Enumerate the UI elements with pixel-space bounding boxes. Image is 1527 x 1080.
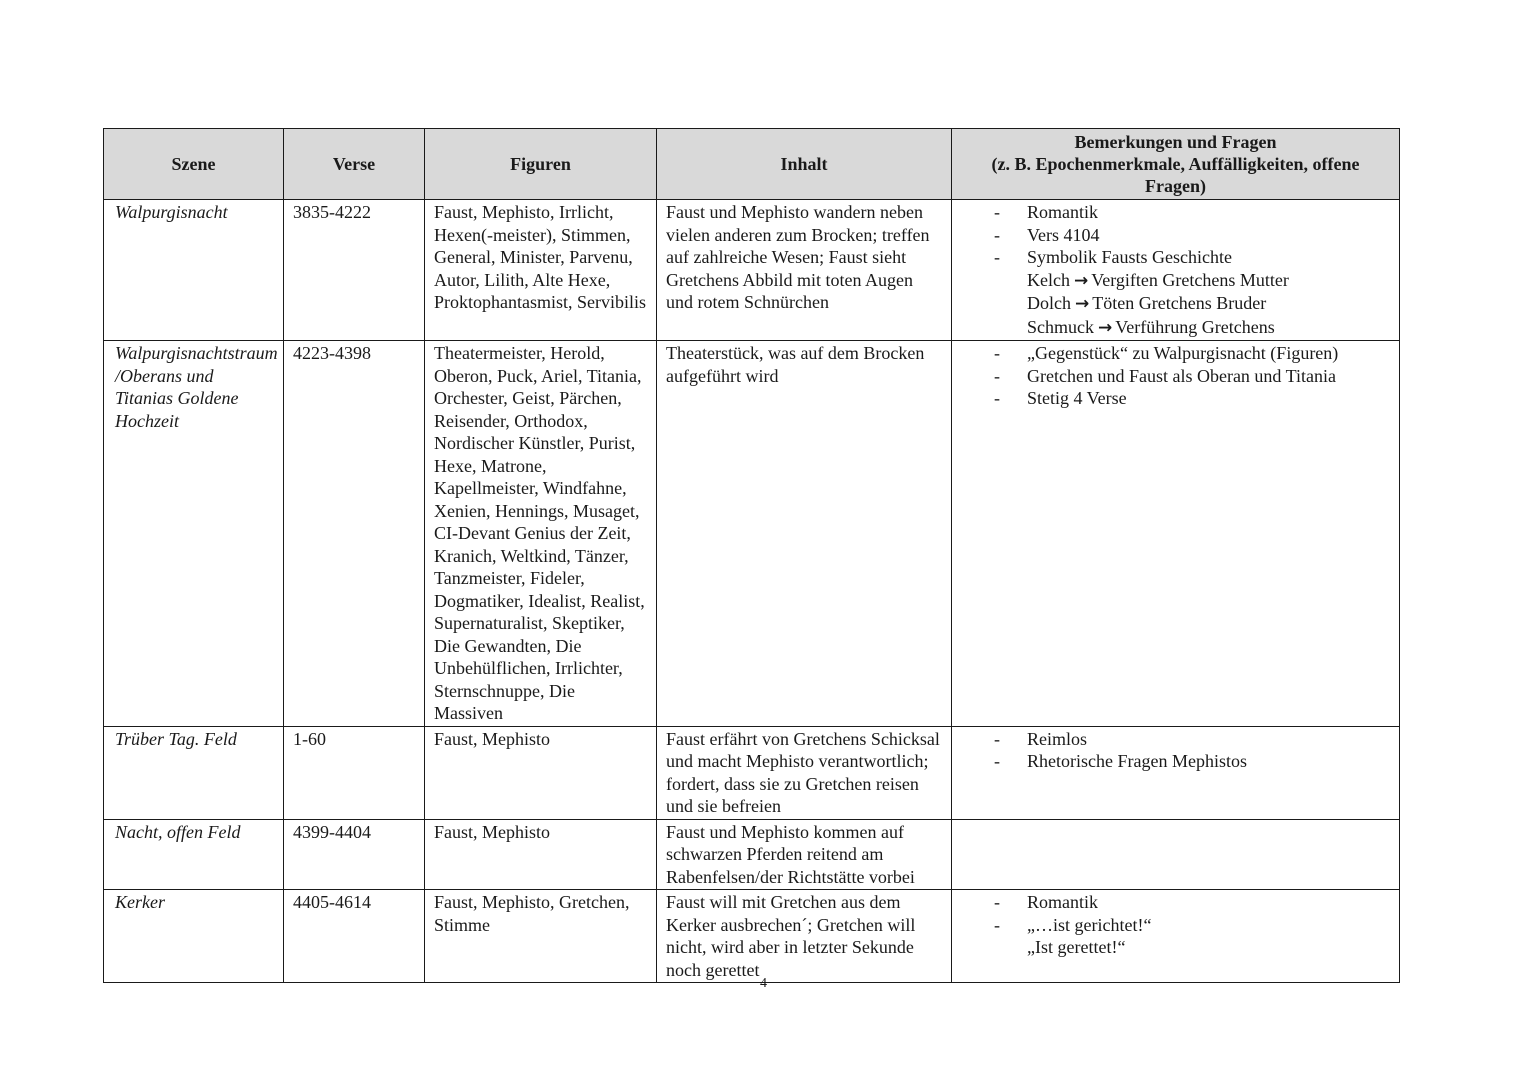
- arrow-right-icon: →: [1073, 270, 1089, 291]
- remark-text: Vers 4104: [1027, 224, 1100, 245]
- remark-text: Romantik: [1027, 892, 1098, 912]
- remark-text: „…ist gerichtet!“: [1027, 914, 1152, 935]
- dash-bullet: -: [994, 914, 1000, 935]
- symbol-meaning: Töten Gretchens Bruder: [1092, 293, 1267, 313]
- remark-text: Gretchen und Faust als Oberan und Titania: [1027, 365, 1336, 386]
- header-szene: Szene: [104, 129, 284, 200]
- cell-verse: 4399-4404: [284, 819, 425, 890]
- cell-figuren: Faust, Mephisto, Irrlicht, Hexen(-meister), Stimmen, General, Minister, Parvenu, Autor, Lilith, Alte Hexe, Proktophantasmist, Servibilis: [425, 200, 657, 341]
- dash-bullet: -: [994, 751, 1000, 771]
- remarks-list: [961, 342, 1390, 410]
- remark-text: Rhetorische Fragen Mephistos: [1027, 751, 1247, 771]
- cell-szene: Trüber Tag. Feld: [104, 726, 284, 819]
- page-number: 4: [760, 976, 767, 991]
- cell-szene: Kerker: [104, 890, 284, 983]
- remark-text: Romantik: [1027, 202, 1098, 222]
- cell-bemerkungen: [952, 726, 1400, 819]
- cell-figuren: Faust, Mephisto: [425, 819, 657, 890]
- list-item: [961, 728, 1390, 751]
- symbol-meaning: Verführung Gretchens: [1115, 316, 1275, 337]
- table-row: [104, 341, 1400, 727]
- header-figuren: Figuren: [425, 129, 657, 200]
- dash-bullet: -: [994, 202, 1000, 222]
- table-row: [104, 200, 1400, 341]
- list-item: [961, 750, 1390, 773]
- symbol-object: Schmuck: [1027, 316, 1094, 337]
- remark-text: Reimlos: [1027, 728, 1088, 749]
- header-bemerkungen-line2: (z. B. Epochenmerkmale, Auffälligkeiten, offene: [991, 154, 1360, 174]
- cell-figuren: Theatermeister, Herold, Oberon, Puck, Ariel, Titania, Orchester, Geist, Pärchen, Reisender, Orthodox, Nordischer Künstler, Purist, Hexe, Matrone, Kapellmeister, Windfahne, Xenien, Hennings, Musaget, CI-Devant Genius der Zeit, Kranich, Weltkind, Tänzer, Tanzmeister, Fideler, Dogmatiker, Idealist, Realist, Supernaturalist, Skeptiker, Die Gewandten, Die Unbehülflichen, Irrlichter, Sternschnuppe, Die Massiven: [425, 341, 657, 727]
- cell-szene: Nacht, offen Feld: [104, 819, 284, 890]
- cell-inhalt: Faust erfährt von Gretchens Schicksal und macht Mephisto verantwortlich; fordert, dass sie zu Gretchen reisen und sie befreien: [657, 726, 952, 819]
- header-bemerkungen-line1: Bemerkungen und Fragen: [1074, 132, 1277, 152]
- dash-bullet: -: [994, 343, 1000, 363]
- cell-figuren: Faust, Mephisto: [425, 726, 657, 819]
- remark-text: Symbolik Fausts Geschichte: [1027, 247, 1232, 267]
- dash-bullet: -: [994, 892, 1000, 912]
- table-row: [104, 819, 1400, 890]
- dash-bullet: -: [994, 224, 1000, 245]
- list-item: [961, 201, 1390, 224]
- list-item: [961, 246, 1390, 269]
- symbol-line: [961, 316, 1390, 340]
- list-item: [961, 387, 1390, 410]
- header-inhalt: Inhalt: [657, 129, 952, 200]
- symbol-object: Kelch: [1027, 269, 1070, 290]
- list-item: [961, 914, 1390, 937]
- symbol-line: [961, 292, 1390, 316]
- cell-verse: 3835-4222: [284, 200, 425, 341]
- table-row: [104, 726, 1400, 819]
- cell-bemerkungen: [952, 890, 1400, 983]
- remarks-list: [961, 728, 1390, 773]
- remark-continuation: „Ist gerettet!“: [1027, 937, 1126, 957]
- header-verse: Verse: [284, 129, 425, 200]
- cell-figuren: Faust, Mephisto, Gretchen, Stimme: [425, 890, 657, 983]
- cell-inhalt: Faust will mit Gretchen aus dem Kerker ausbrechen´; Gretchen will nicht, wird aber in letzter Sekunde noch gerettet: [657, 890, 952, 983]
- dash-bullet: -: [994, 388, 1000, 408]
- cell-verse: 4223-4398: [284, 341, 425, 727]
- cell-bemerkungen: [952, 200, 1400, 341]
- arrow-right-icon: →: [1098, 317, 1113, 338]
- cell-verse: 4405-4614: [284, 890, 425, 983]
- remarks-list: [961, 891, 1390, 936]
- symbol-meaning: Vergiften Gretchens Mutter: [1091, 269, 1289, 290]
- header-bemerkungen-line3: Fragen): [1145, 176, 1206, 196]
- remark-text: Stetig 4 Verse: [1027, 388, 1127, 408]
- scene-overview-table: [103, 128, 1400, 983]
- cell-inhalt: Faust und Mephisto kommen auf schwarzen Pferden reitend am Rabenfelsen/der Richtstätte vorbei: [657, 819, 952, 890]
- cell-inhalt: Theaterstück, was auf dem Brocken aufgeführt wird: [657, 341, 952, 727]
- arrow-right-icon: →: [1075, 294, 1090, 314]
- list-item: [961, 365, 1390, 388]
- header-bemerkungen: [952, 129, 1400, 200]
- cell-szene: Walpurgisnachtstraum /Oberans und Titanias Goldene Hochzeit: [104, 341, 284, 727]
- cell-verse: 1-60: [284, 726, 425, 819]
- dash-bullet: -: [994, 247, 1000, 267]
- dash-bullet: -: [994, 365, 1000, 386]
- symbol-object: Dolch: [1027, 293, 1071, 313]
- remark-text: „Gegenstück“ zu Walpurgisnacht (Figuren): [1027, 343, 1339, 363]
- cell-szene: Walpurgisnacht: [104, 200, 284, 341]
- symbol-line: [961, 269, 1390, 293]
- list-item: [961, 224, 1390, 247]
- cell-inhalt: Faust und Mephisto wandern neben vielen anderen zum Brocken; treffen auf zahlreiche Wesen; Faust sieht Gretchens Abbild mit toten Augen und rotem Schnürchen: [657, 200, 952, 341]
- cell-bemerkungen: [952, 341, 1400, 727]
- list-item: [961, 342, 1390, 365]
- remarks-list: [961, 201, 1390, 269]
- list-item: [961, 891, 1390, 914]
- dash-bullet: -: [994, 728, 1000, 749]
- table-row: [104, 890, 1400, 983]
- table-header-row: [104, 129, 1400, 200]
- cell-bemerkungen: [952, 819, 1400, 890]
